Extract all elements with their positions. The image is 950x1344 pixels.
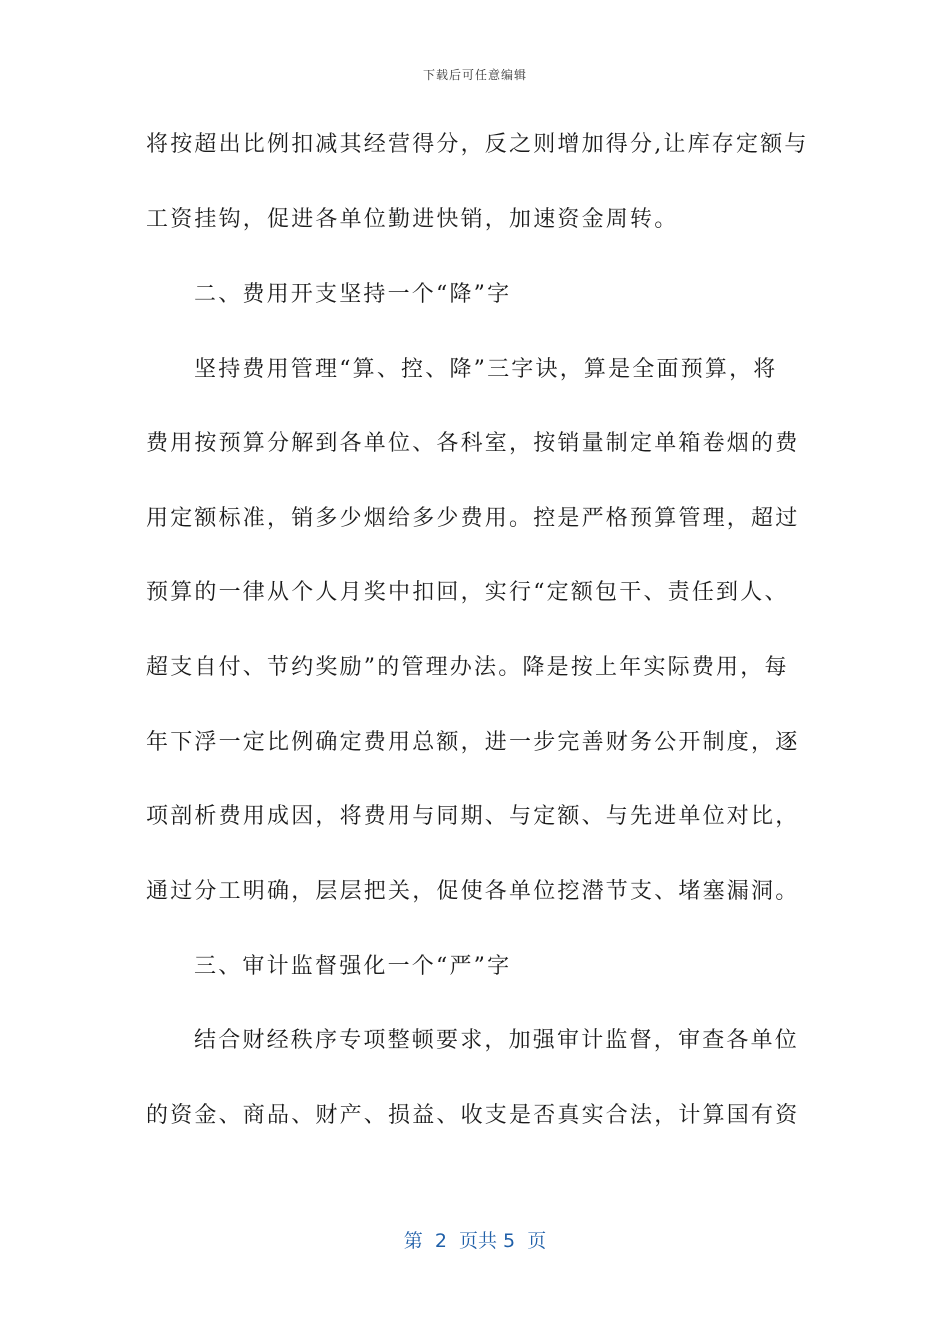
- section-heading: 三、审计监督强化一个“严”字: [194, 954, 512, 979]
- section-heading: 二、费用开支坚持一个“降”字: [194, 282, 512, 307]
- body-line: 结合财经秩序专项整顿要求，加强审计监督，审查各单位: [194, 1028, 800, 1053]
- body-line: 通过分工明确，层层把关，促使各单位挖潜节支、堵塞漏洞。: [146, 879, 800, 904]
- body-line: 年下浮一定比例确定费用总额，进一步完善财务公开制度，逐: [146, 730, 800, 755]
- body-line: 费用按预算分解到各单位、各科室，按销量制定单箱卷烟的费: [146, 431, 800, 456]
- body-line: 预算的一律从个人月奖中扣回，实行“定额包干、责任到人、: [146, 580, 789, 605]
- body-line: 将按超出比例扣减其经营得分，反之则增加得分,让库存定额与: [146, 132, 809, 157]
- body-line: 坚持费用管理“算、控、降”三字诀，算是全面预算，将: [194, 357, 778, 382]
- body-line: 超支自付、节约奖励”的管理办法。降是按上年实际费用，每: [146, 655, 789, 680]
- body-line: 工资挂钩，促进各单位勤进快销，加速资金周转。: [146, 207, 679, 232]
- body-line: 用定额标准，销多少烟给多少费用。控是严格预算管理，超过: [146, 506, 800, 531]
- body-line: 的资金、商品、财产、损益、收支是否真实合法，计算国有资: [146, 1103, 800, 1128]
- page-header: 下载后可任意编辑: [422, 68, 527, 82]
- page-number: 第 2 页共 5 页: [403, 1230, 547, 1252]
- body-line: 项剖析费用成因，将费用与同期、与定额、与先进单位对比，: [146, 804, 800, 829]
